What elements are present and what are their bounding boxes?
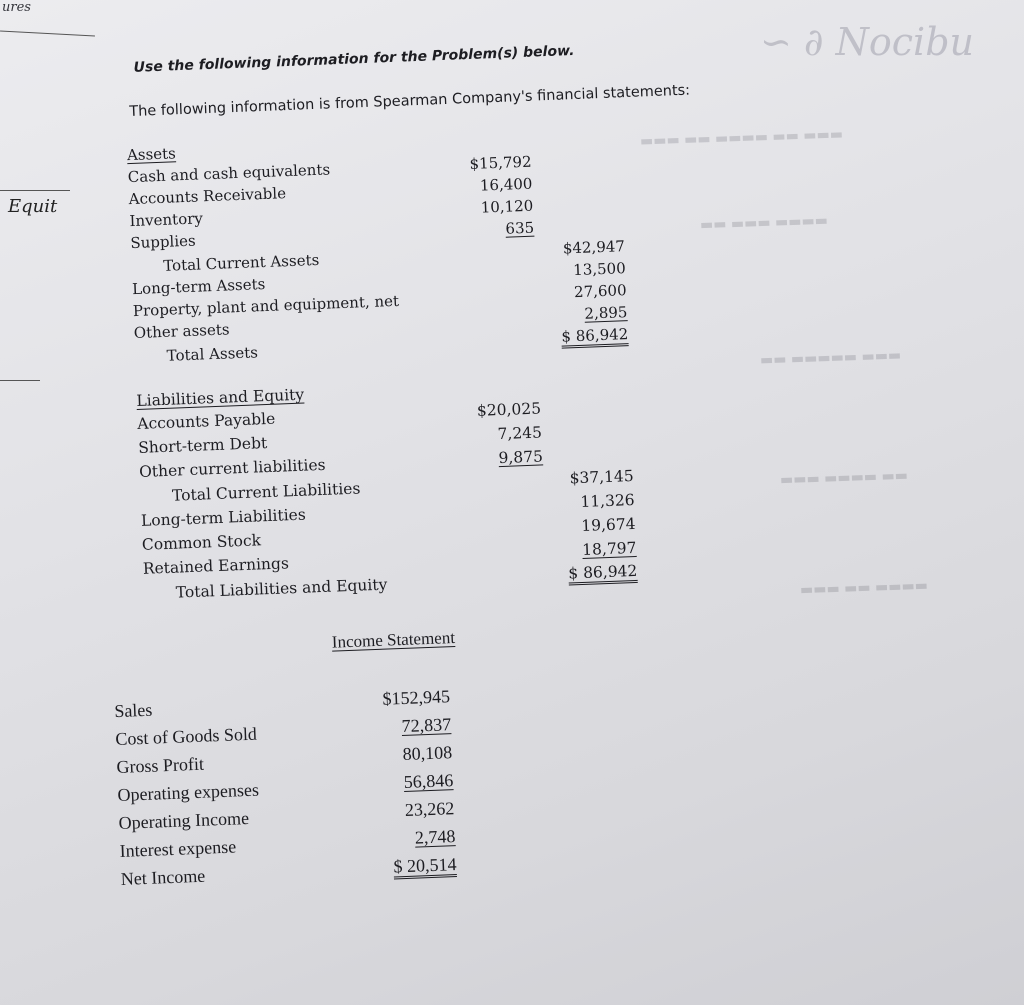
bleed-through-texture: ▬▬▬ ▬▬▬▬▬ ▬▬ [759,347,902,369]
liability-value: 7,245 [497,423,543,444]
total-current-liabilities-label: Total Current Liabilities [171,479,361,505]
liability-value [433,447,544,469]
total-assets-value-text: $ 86,942 [561,325,629,349]
asset-value-text: 635 [505,218,535,238]
liabilities-heading: Liabilities and Equity [136,385,305,410]
income-value-text: $ 20,514 [393,854,457,879]
income-value: $152,945 [382,686,451,709]
income-value [343,770,454,795]
income-statement-heading: Income Statement [331,627,456,652]
liability-label: Other current liabilities [138,455,326,481]
income-label: Interest expense [119,836,237,861]
asset-value-text: 2,895 [584,303,628,323]
income-label: Gross Profit [116,753,205,778]
income-label: Cost of Goods Sold [115,723,258,750]
intro-text: Use the following information for the Problem(s) below. [133,42,575,76]
income-value-text: 2,748 [414,826,456,848]
margin-word-equity: Equit [8,196,58,217]
asset-value: 10,120 [480,196,534,217]
liability-label: Long-term Liabilities [140,505,307,530]
bleed-through-texture: ▬▬▬▬ ▬▬▬ ▬▬ [699,212,829,234]
bleed-through-scribble: ∽ ∂ Nocibu [760,20,975,64]
asset-value: $15,792 [469,152,532,174]
liability-label: Accounts Payable [136,409,276,433]
total-assets-label: Total Assets [166,343,259,365]
asset-value [424,219,535,241]
liability-label: Short-term Debt [137,434,268,457]
asset-label: Accounts Receivable [128,184,287,209]
liability-value-text: 9,875 [498,447,544,468]
bleed-through-texture: ▬▬ ▬▬▬▬ ▬▬▬ [779,467,909,489]
total-current-assets-value: $42,947 [562,237,626,258]
statement-subtitle: The following information is from Spearman Company's financial statements: [129,82,691,121]
income-label: Net Income [120,865,206,889]
income-value [345,826,456,851]
income-value [346,854,457,879]
total-current-assets-label: Total Current Assets [162,250,320,275]
income-label: Sales [113,699,153,722]
bleed-through-texture: ▬▬▬▬ ▬▬ ▬▬▬ [799,577,929,599]
income-value-text: 72,837 [401,714,452,737]
liability-value: 11,326 [580,490,635,512]
assets-heading: Assets [126,144,177,165]
income-value-text: 56,846 [403,770,454,793]
asset-value: 27,600 [573,281,627,302]
asset-value [517,303,628,325]
asset-label: Long-term Assets [131,274,266,299]
liability-label: Retained Earnings [142,554,290,578]
income-label: Operating expenses [117,779,260,806]
asset-label: Inventory [129,209,204,231]
total-liabilities-equity-value-text: $ 86,942 [568,562,638,586]
asset-label: Other assets [133,320,230,343]
liability-label: Common Stock [141,531,262,554]
total-liabilities-equity-label: Total Liabilities and Equity [175,575,388,602]
margin-fragment-top: ures [2,0,31,15]
income-value: 80,108 [402,742,453,765]
problem-intro [133,43,574,76]
liability-value: $20,025 [476,399,542,420]
total-current-liabilities-value: $37,145 [569,466,635,488]
asset-value: 13,500 [572,259,627,280]
asset-label: Cash and cash equivalents [127,160,331,187]
income-value [341,714,452,739]
liability-value: 19,674 [580,514,636,536]
income-label: Operating Income [118,807,250,833]
asset-label: Property, plant and equipment, net [132,291,400,321]
income-value: 23,262 [404,798,455,820]
asset-value: 16,400 [479,174,533,195]
total-liabilities-equity-value [527,562,638,584]
asset-label: Supplies [130,231,196,253]
liability-value [526,539,637,561]
total-assets-value [518,325,629,347]
liability-value-text: 18,797 [581,538,637,559]
bleed-through-texture: ▬▬▬ ▬▬ ▬▬▬▬ ▬▬ ▬▬▬ [639,126,844,150]
